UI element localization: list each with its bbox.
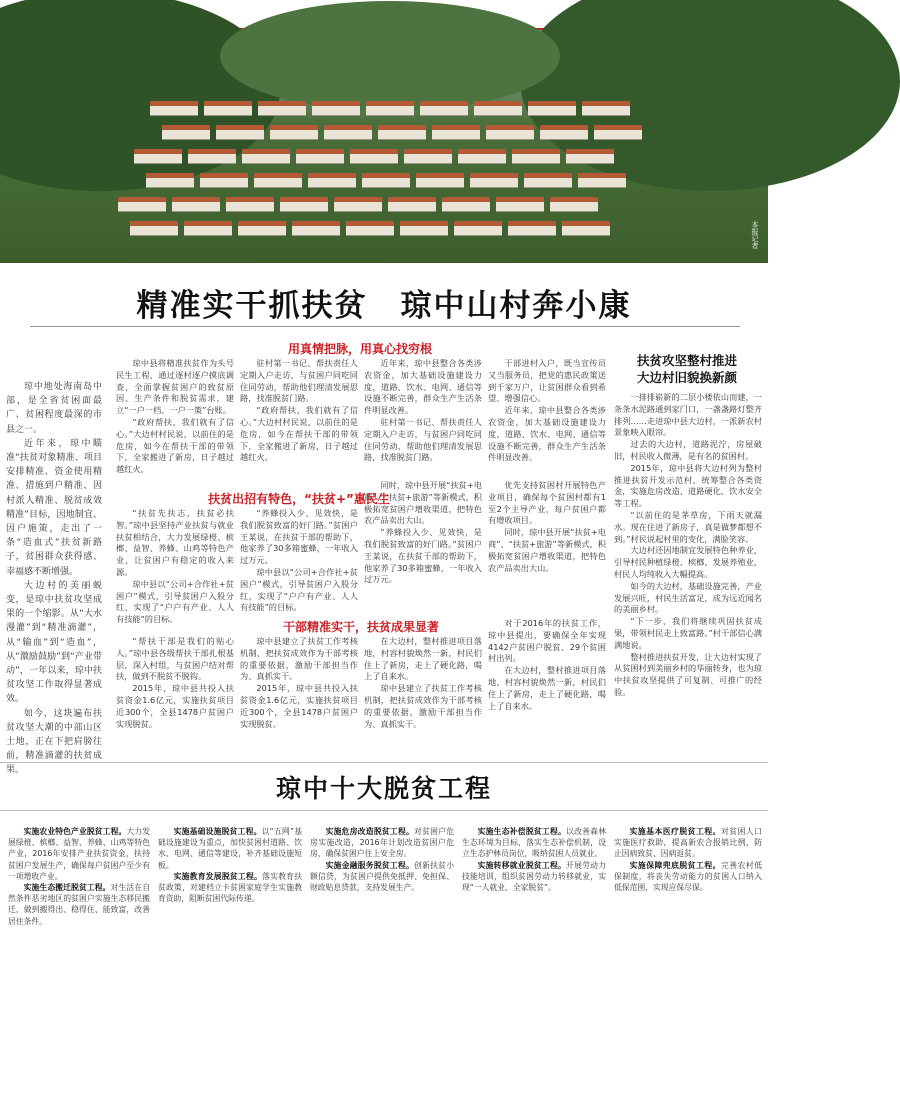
project-name: 实施基本医疗脱贫工程。	[629, 827, 721, 836]
article-column	[116, 508, 234, 625]
photo-caption: 本报记者	[751, 221, 759, 249]
article-paragraph: 驻村第一书记、帮扶责任人定期入户走访，与贫困户同吃同住同劳动，帮助他们理清发展思路，找准脱贫门路。	[364, 416, 482, 463]
article-column	[364, 480, 482, 608]
band-rule	[0, 762, 768, 763]
house-shape	[254, 173, 302, 187]
article-paragraph: 近年来，琼中县整合各类涉农资金，加大基础设施建设力度，道路、饮水、电网、通信等设施不断完善，群众生产生活条件明显改善。	[364, 358, 482, 416]
sidebar-paragraph: 大边村还因地制宜发展特色种养业，引导村民种植绿橙、槟榔，发展养殖业，村民人均纯收入大幅提高。	[614, 545, 762, 579]
project-text: 创新扶贫小额信贷，为贫困户提供免抵押、免担保、财政贴息贷款，支持发展生产。	[310, 860, 455, 893]
house-shape	[388, 197, 436, 211]
lead-paragraph: 大边村的美丽蜕变，是琼中扶贫攻坚成果的一个缩影。从“大水漫灌”到“精准滴灌”，从“输血”到“造血”，从“激励鼓励”到“产业带动”，一年以来，琼中扶贫攻坚工作取得显著成效。	[6, 580, 102, 705]
house-shape	[540, 125, 588, 139]
projects-column	[310, 826, 454, 1090]
project-text: 大力发展绿橙、槟榔、益智、养蜂、山鸡等特色产业，2016年安排产业扶贫资金，扶持贫困户发展生产，确保每户贫困户至少有一项增收产业。	[8, 827, 151, 881]
house-shape	[420, 101, 468, 115]
lead-paragraph: 近年来，琼中瞄准“扶贫对象精准、项目安排精准、资金使用精准、措施到户精准、因村派人精准、脱贫成效精准”目标，因地制宜、因户施策，走出了一条“造血式”扶贫新路子，贫困群众获得感、幸福感不断增强。	[6, 438, 102, 577]
project-item	[8, 826, 150, 882]
lead-paragraph: 如今，这块遍布扶贫攻坚大潮的中部山区土地，正在下把肩膀往前，精准滴灌的扶贫成果。	[6, 708, 102, 776]
article-column	[488, 358, 606, 470]
sidebar-paragraph: 过去的大边村，道路泥泞，房屋破旧，村民收入微薄，是有名的贫困村。	[614, 439, 762, 461]
projects-column	[614, 826, 762, 1090]
house-shape	[454, 221, 502, 235]
house-shape	[366, 101, 414, 115]
sidebar-paragraph: “以前住的是茅草房，下雨天就漏水。现在住进了新房子，真是做梦都想不到。”村民说起村里的变化，满脸笑容。	[614, 509, 762, 544]
project-name: 实施农业特色产业脱贫工程。	[23, 827, 127, 836]
article-paragraph: 2015年，琼中县共投入扶贫资金1.6亿元，实施扶贫项目近300个，全县1478户贫困户实现脱贫。	[240, 683, 358, 729]
section-title-3: 干部精准实干，扶贫成果显著	[282, 620, 439, 634]
village-photo	[0, 31, 768, 263]
lead-column	[6, 380, 102, 778]
house-shape	[292, 221, 340, 235]
house-shape	[378, 125, 426, 139]
article-column	[240, 358, 358, 470]
projects-column	[8, 826, 150, 1090]
house-shape	[204, 101, 252, 115]
sidebar-title-text: 扶贫攻坚整村推进 大边村旧貌换新颜	[636, 353, 737, 385]
project-text: 以“五网”基础设施建设为重点，加快贫困村道路、饮水、电网、通信等建设，补齐基础设施短板。	[158, 827, 302, 870]
house-shape	[150, 101, 198, 115]
sidebar-paragraph: 如今的大边村，基础设施完善，产业发展兴旺，村民生活富足，成为远近闻名的美丽乡村。	[614, 580, 762, 615]
house-shape	[162, 125, 210, 139]
project-name: 实施金融服务脱贫工程。	[325, 860, 415, 870]
sidebar-paragraph: 2015年，琼中县将大边村列为整村推进扶贫开发示范村，统筹整合各类资金，实施危房改造、道路硬化、饮水安全等工程。	[614, 462, 762, 509]
article-paragraph: 干部进村入户，既当宣传员又当服务员，把党的惠民政策送到千家万户，让贫困群众看到希望、增强信心。	[488, 358, 606, 404]
article-column	[116, 358, 234, 475]
house-shape	[562, 221, 610, 235]
project-name: 实施生态搬迁脱贫工程。	[23, 883, 111, 893]
article-paragraph: 琼中县建立了扶贫工作考核机制，把扶贫成效作为干部考核的重要依据，激励干部担当作为、真抓实干。	[364, 683, 482, 729]
project-text: 对生活在自然条件恶劣地区的贫困户实施生态移民搬迁，做到搬得出、稳得住、能致富，改善居住条件。	[8, 883, 151, 926]
house-shape	[226, 197, 274, 211]
house-shape	[362, 173, 410, 187]
project-item	[158, 826, 302, 871]
article-paragraph: 近年来，琼中县整合各类涉农资金，加大基础设施建设力度，道路、饮水、电网、通信等设施不断完善，群众生产生活条件明显改善。	[488, 405, 606, 463]
house-shape	[130, 221, 178, 235]
article-paragraph: 驻村第一书记、帮扶责任人定期入户走访，与贫困户同吃同住同劳动，帮助他们理清发展思路，找准脱贫门路。	[240, 358, 358, 404]
article-paragraph: “政府帮扶，我们就有了信心。”大边村村民说，以前住的是危房，如今在帮扶干部的带领下，全家搬进了新房，日子越过越红火。	[116, 416, 234, 475]
section-title-1: 用真情把脉，用真心找穷根	[287, 342, 432, 356]
project-text: 完善农村低保制度，将丧失劳动能力的贫困人口纳入低保范围，实现应保尽保。	[614, 860, 763, 893]
project-text: 落实教育扶贫政策，对建档立卡贫困家庭学生实施教育资助，阻断贫困代际传递。	[158, 871, 303, 904]
house-shape	[486, 125, 534, 139]
house-shape	[346, 221, 394, 235]
project-item	[310, 860, 454, 894]
article-paragraph: “帮扶干部是我们的贴心人。”琼中县各级帮扶干部扎根基层，深入村组，与贫困户结对帮扶，做到不脱贫不脱钩。	[116, 636, 234, 682]
house-shape	[524, 173, 572, 187]
house-shape	[296, 149, 344, 163]
article-paragraph: 在大边村，整村推进项目落地，村容村貌焕然一新，村民们住上了新房，走上了硬化路，喝上了自来水。	[364, 636, 482, 682]
house-shape	[258, 101, 306, 115]
house-shape	[172, 197, 220, 211]
article-paragraph: “养蜂投入少、见效快，是我们脱贫致富的好门路。”贫困户王某说，在扶贫干部的帮助下，他家养了30多箱蜜蜂，一年收入过万元。	[240, 508, 358, 566]
article-column	[240, 636, 358, 754]
article-column	[488, 480, 606, 608]
project-name: 实施生态补偿脱贫工程。	[477, 827, 567, 836]
project-item	[614, 860, 762, 894]
article-column	[240, 508, 358, 613]
article-column	[488, 618, 606, 754]
house-shape	[594, 125, 642, 139]
house-shape	[550, 197, 598, 211]
project-name: 实施教育发展脱贫工程。	[173, 871, 263, 881]
project-text: 对贫困人口实施医疗救助，提高新农合报销比例，防止因病致贫、因病返贫。	[614, 827, 763, 859]
project-item	[462, 826, 606, 860]
project-name: 实施危房改造脱贫工程。	[325, 827, 415, 836]
article-paragraph: “政府帮扶，我们就有了信心。”大边村村民说，以前住的是危房，如今在帮扶干部的带领下，全家搬进了新房，日子越过越红火。	[240, 405, 358, 463]
sidebar-title	[612, 352, 762, 386]
project-name: 实施保障兜底脱贫工程。	[629, 860, 721, 870]
project-text: 以改善森林生态环境为目标，落实生态补偿机制，设立生态护林员岗位，吸纳贫困人员就业。	[462, 827, 607, 859]
article-paragraph: 2015年，琼中县共投入扶贫资金1.6亿元，实施扶贫项目近300个，全县1478户贫困户实现脱贫。	[116, 683, 234, 729]
sidebar-paragraph: 一排排崭新的二层小楼依山而建，一条条水泥路通到家门口，一盏盏路灯整齐排列……走进琼中县大边村，一派新农村景象映入眼帘。	[614, 392, 762, 438]
sidebar-paragraph: “下一步，我们将继续巩固扶贫成果，带领村民走上致富路。”村干部信心满满地说。	[614, 616, 762, 650]
article-paragraph: 同时，琼中县开展“扶贫+电商”、“扶贫+旅游”等新模式，积极拓宽贫困户增收渠道，把特色农产品卖出大山。	[488, 527, 606, 573]
sidebar-paragraph: 整村推进扶贫开发，让大边村实现了从贫困村到美丽乡村的华丽转身，也为琼中扶贫攻坚提供了可复制、可推广的经验。	[614, 651, 762, 697]
article-column	[364, 358, 482, 470]
house-shape	[324, 125, 372, 139]
band-title: 琼中十大脱贫工程	[275, 774, 492, 803]
article-column	[116, 636, 234, 754]
house-shape	[416, 173, 464, 187]
article-column	[364, 636, 482, 754]
house-shape	[512, 149, 560, 163]
house-shape	[238, 221, 286, 235]
section-title-2: 扶贫出招有特色，“扶贫+”惠民生	[208, 492, 390, 506]
article-paragraph: 优先支持贫困村开展特色产业项目，确保每个贫困村都有1至2个主导产业，每户贫困户都有增收项目。	[488, 480, 606, 526]
house-shape	[134, 149, 182, 163]
projects-column	[462, 826, 606, 1090]
band-rule	[0, 810, 768, 811]
article-paragraph: 对于2016年的扶贫工作，琼中县提出，要确保全年实现4142户贫困户脱贫、29个贫困村出列。	[488, 618, 606, 664]
house-shape	[184, 221, 232, 235]
house-shape	[470, 173, 518, 187]
projects-column	[158, 826, 302, 1090]
project-item	[614, 826, 762, 860]
house-shape	[400, 221, 448, 235]
house-shape	[582, 101, 630, 115]
project-text: 对贫困户危房实施改造，2016年计划改造贫困户危房，确保贫困户住上安全房。	[310, 827, 455, 859]
house-shape	[404, 149, 452, 163]
article-paragraph: “扶贫先扶志，扶贫必扶智。”琼中县坚持产业扶贫与就业扶贫相结合，大力发展绿橙、槟榔、益智、养蜂、山鸡等特色产业，让贫困户有稳定的收入来源。	[116, 508, 234, 577]
house-shape	[566, 149, 614, 163]
section-band	[0, 760, 768, 812]
lead-paragraph: 琼中地处海南岛中部，是全省贫困面最广、贫困程度最深的市县之一。	[6, 382, 102, 435]
sidebar-body	[614, 392, 762, 758]
article-paragraph: 琼中县建立了扶贫工作考核机制，把扶贫成效作为干部考核的重要依据，激励干部担当作为、真抓实干。	[240, 636, 358, 682]
house-shape	[578, 173, 626, 187]
article-paragraph: 琼中县以“公司+合作社+贫困户”模式，引导贫困户入股分红，实现了“户户有产业、人人有技能”的目标。	[116, 578, 234, 625]
headline-rule	[30, 326, 740, 327]
house-shape	[508, 221, 556, 235]
house-shape	[496, 197, 544, 211]
house-shape	[216, 125, 264, 139]
house-shape	[308, 173, 356, 187]
article-paragraph: 琼中县将精准扶贫作为头号民生工程，通过逐村逐户摸底调查，全面掌握贫困户的致贫原因、生产条件和脱贫需求，建立“一户一档、一户一策”台账。	[116, 358, 234, 416]
article-paragraph: “养蜂投入少、见效快，是我们脱贫致富的好门路。”贫困户王某说，在扶贫干部的帮助下，他家养了30多箱蜜蜂，一年收入过万元。	[364, 527, 482, 585]
project-item	[462, 860, 606, 894]
house-shape	[474, 101, 522, 115]
article-paragraph: 在大边村，整村推进项目落地，村容村貌焕然一新，村民们住上了新房，走上了硬化路，喝上了自来水。	[488, 665, 606, 711]
article-paragraph: 琼中县以“公司+合作社+贫困户”模式，引导贫困户入股分红，实现了“户户有产业、人人有技能”的目标。	[240, 566, 358, 613]
house-shape	[270, 125, 318, 139]
project-item	[310, 826, 454, 860]
article-paragraph: 同时，琼中县开展“扶贫+电商”、“扶贫+旅游”等新模式，积极拓宽贫困户增收渠道，把特色农产品卖出大山。	[364, 480, 482, 526]
house-shape	[442, 197, 490, 211]
project-item	[8, 882, 150, 927]
house-shape	[350, 149, 398, 163]
house-shape	[146, 173, 194, 187]
house-shape	[312, 101, 360, 115]
house-shape	[334, 197, 382, 211]
house-shape	[458, 149, 506, 163]
house-shape	[200, 173, 248, 187]
house-shape	[188, 149, 236, 163]
project-text: 开展劳动力技能培训，组织贫困劳动力转移就业，实现“一人就业、全家脱贫”。	[462, 860, 607, 893]
house-shape	[432, 125, 480, 139]
house-shape	[118, 197, 166, 211]
project-name: 实施转移就业脱贫工程。	[477, 860, 567, 870]
project-name: 实施基础设施脱贫工程。	[173, 827, 262, 836]
main-headline: 精准实干抓扶贫 琼中山村奔小康	[136, 288, 632, 324]
house-shape	[242, 149, 290, 163]
project-item	[158, 871, 302, 905]
hill-shape	[220, 1, 560, 111]
house-shape	[528, 101, 576, 115]
house-shape	[280, 197, 328, 211]
